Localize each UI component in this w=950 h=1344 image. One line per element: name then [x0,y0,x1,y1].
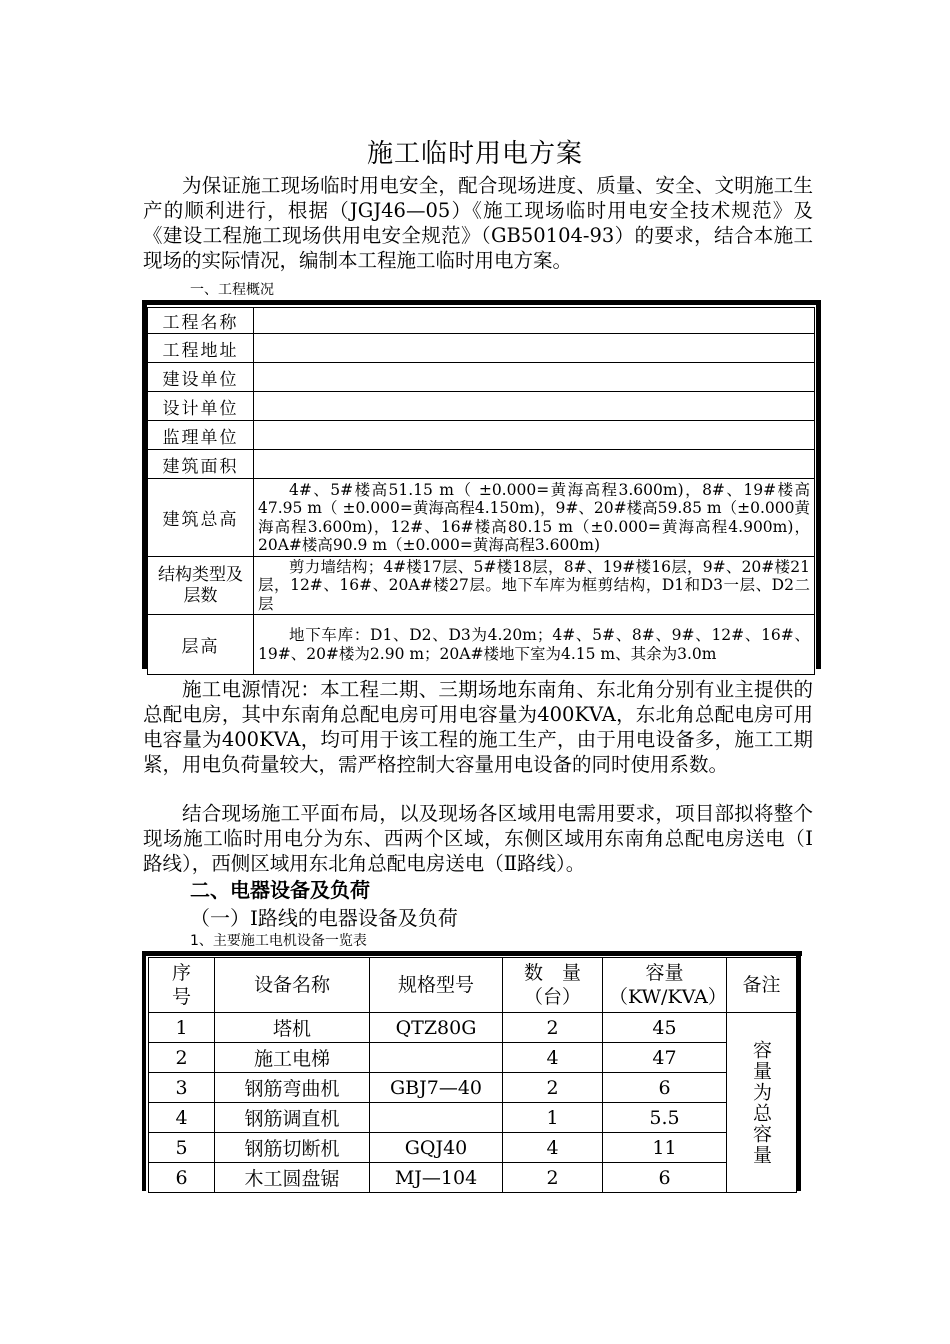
power-source-paragraph: 施工电源情况：本工程二期、三期场地东南角、东北角分别有业主提供的总配电房，其中东南角总配电房可用电容量为400KVA，东北角总配电房可用电容量为400KVA，均可用于该工程的施工生产，由于用电设备多，施工工期紧，用电负荷量较大，需严格控制大容量用电设备的同时使用系数。 [143,678,813,776]
cell-quantity: 4 [503,1043,603,1073]
cell-name: 木工圆盘锯 [215,1163,370,1193]
cell-remark [727,1013,797,1193]
cell-quantity: 1 [503,1103,603,1133]
cell-index: 6 [149,1163,215,1193]
cell-index: 3 [149,1073,215,1103]
row-label: 建筑总高 [148,479,254,557]
row-value: 地下车库：D1、D2、D3为4.20m；4#、5#、8#、9#、12#、16#、19#、20#楼为2.90 m；20A#楼地下室为4.15 m、其余为3.0m [254,615,815,675]
table-row [148,308,815,334]
row-value [254,363,815,392]
cell-capacity: 47 [603,1043,727,1073]
row-value [254,308,815,334]
table-row [148,615,815,675]
cell-index: 1 [149,1013,215,1043]
table-row [149,1043,797,1073]
cell-quantity: 2 [503,1013,603,1043]
column-header: 规格型号 [370,958,503,1013]
cell-name: 塔机 [215,1013,370,1043]
row-label: 层高 [148,615,254,675]
cell-model [370,1043,503,1073]
page-title: 施工临时用电方案 [366,139,583,169]
row-value [254,450,815,479]
intro-paragraph: 为保证施工现场临时用电安全，配合现场进度、质量、安全、文明施工生产的顺利进行，根据（JGJ46—05）《施工现场临时用电安全技术规范》及《建设工程施工现场供用电安全规范》（GB50104-93）的要求，结合本施工现场的实际情况，编制本工程施工临时用电方案。 [143,174,813,272]
layout-plan-paragraph: 结合现场施工平面布局，以及现场各区域用电需用要求，项目部拟将整个现场施工临时用电分为东、西两个区域，东侧区域用东南角总配电房送电（Ⅰ路线），西侧区域用东北角总配电房送电（Ⅱ路线）。 [143,802,813,875]
table-row [148,363,815,392]
subsection-heading: （一）Ⅰ路线的电器设备及负荷 [190,906,458,930]
cell-index: 5 [149,1133,215,1163]
table-row [148,334,815,363]
equipment-table-frame [142,951,802,1191]
cell-model [370,1103,503,1133]
table-row [149,1073,797,1103]
row-label: 结构类型及层数 [148,557,254,615]
row-value: 4#、5#楼高51.15 m（ ±0.000=黄海高程3.600m)，8#、19#楼高47.95 m（ ±0.000=黄海高程4.150m)，9#、20#楼高59.85 m（±0.000黄海高程3.600m)，12#、16#楼高80.15 m（±0.000=黄海高程4.900m)，20A#楼高90.9 m（±0.000=黄海高程3.600m) [254,479,815,557]
cell-quantity: 2 [503,1073,603,1103]
cell-capacity: 11 [603,1133,727,1163]
column-header: 容量（KW/KVA） [603,958,727,1013]
row-value: 剪力墙结构；4#楼17层、5#楼18层，8#、19#楼16层，9#、20#楼21层，12#、16#、20A#楼27层。地下车库为框剪结构，D1和D3一层、D2二层 [254,557,815,615]
overview-table-frame [142,300,821,669]
column-header: 序号 [149,958,215,1013]
table-row [148,392,815,421]
table-header-row [149,958,797,1013]
remark-text: 容量为总容量 [750,1039,772,1166]
cell-name: 钢筋切断机 [215,1133,370,1163]
column-header: 设备名称 [215,958,370,1013]
row-label: 工程名称 [148,308,254,334]
cell-capacity: 5.5 [603,1103,727,1133]
cell-quantity: 4 [503,1133,603,1163]
cell-index: 4 [149,1103,215,1133]
cell-model: MJ—104 [370,1163,503,1193]
row-label: 建设单位 [148,363,254,392]
overview-table [147,307,815,675]
cell-model: QTZ80G [370,1013,503,1043]
table-row [149,1163,797,1193]
column-header: 备注 [727,958,797,1013]
column-header: 数 量（台） [503,958,603,1013]
table-row [149,1103,797,1133]
cell-model: GQJ40 [370,1133,503,1163]
cell-capacity: 6 [603,1163,727,1193]
table-row [148,479,815,557]
cell-capacity: 6 [603,1073,727,1103]
cell-name: 钢筋调直机 [215,1103,370,1133]
equipment-table-heading: 1、主要施工电机设备一览表 [190,933,367,949]
row-label: 监理单位 [148,421,254,450]
cell-quantity: 2 [503,1163,603,1193]
table-row [149,1133,797,1163]
row-value [254,392,815,421]
row-value [254,421,815,450]
table-row [149,1013,797,1043]
row-label: 建筑面积 [148,450,254,479]
table-row [148,450,815,479]
equipment-table [148,957,797,1193]
row-value [254,334,815,363]
section2-heading: 二、电器设备及负荷 [190,878,370,902]
row-label: 工程地址 [148,334,254,363]
cell-index: 2 [149,1043,215,1073]
cell-name: 施工电梯 [215,1043,370,1073]
cell-capacity: 45 [603,1013,727,1043]
table-row [148,557,815,615]
cell-model: GBJ7—40 [370,1073,503,1103]
row-label: 设计单位 [148,392,254,421]
cell-name: 钢筋弯曲机 [215,1073,370,1103]
section1-heading: 一、工程概况 [190,282,274,298]
table-row [148,421,815,450]
